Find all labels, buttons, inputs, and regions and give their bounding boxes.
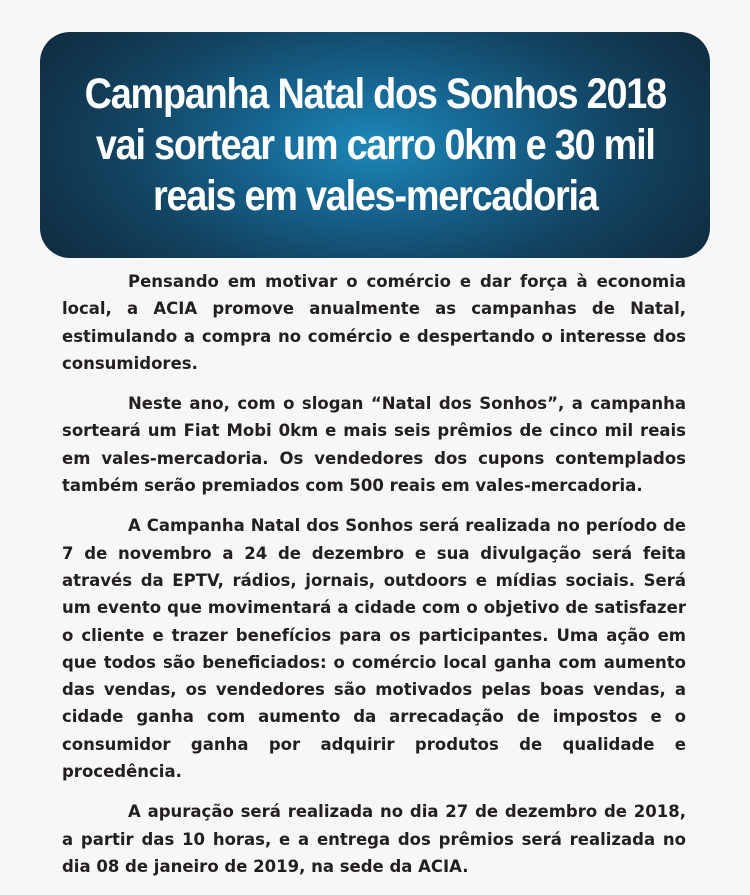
headline xyxy=(84,69,665,222)
headline-line-2: vai sortear um carro 0km e 30 mil xyxy=(95,120,655,169)
headline-line-1: Campanha Natal dos Sonhos 2018 xyxy=(84,69,666,118)
paragraph-prizes: Neste ano, com o slogan “Natal dos Sonhos”, a campanha sorteará um Fiat Mobi 0km e mais seis prêmios de cinco mil reais em vales-mercadoria. Os vendedores dos cupons contemplados também serão premiados com 500 reais em vales-mercadoria. xyxy=(62,394,686,496)
paragraph-drawing-date: A apuração será realizada no dia 27 de dezembro de 2018, a partir das 10 horas, e a entrega dos prêmios será realizada no dia 08 de janeiro de 2019, na sede da ACIA. xyxy=(62,802,686,876)
headline-banner xyxy=(40,32,710,258)
paragraph-campaign-period: A Campanha Natal dos Sonhos será realizada no período de 7 de novembro a 24 de dezembro e sua divulgação será feita através da EPTV, rádios, jornais, outdoors e mídias sociais. Será um evento que movimentará a cidade com o objetivo de satisfazer o cliente e trazer benefícios para os participantes. Uma ação em que todos são beneficiados: o comércio local ganha com aumento das vendas, os vendedores são motivados pelas boas vendas, a cidade ganha com aumento da arrecadação de impostos e o consumidor ganha por adquirir produtos de qualidade e procedência. xyxy=(62,516,686,782)
headline-line-3: reais em vales-mercadoria xyxy=(152,171,598,220)
article-body xyxy=(62,268,686,880)
paragraph-motivation: Pensando em motivar o comércio e dar força à economia local, a ACIA promove anualmente as campanhas de Natal, estimulando a compra no comércio e despertando o interesse dos consumidores. xyxy=(62,272,686,373)
